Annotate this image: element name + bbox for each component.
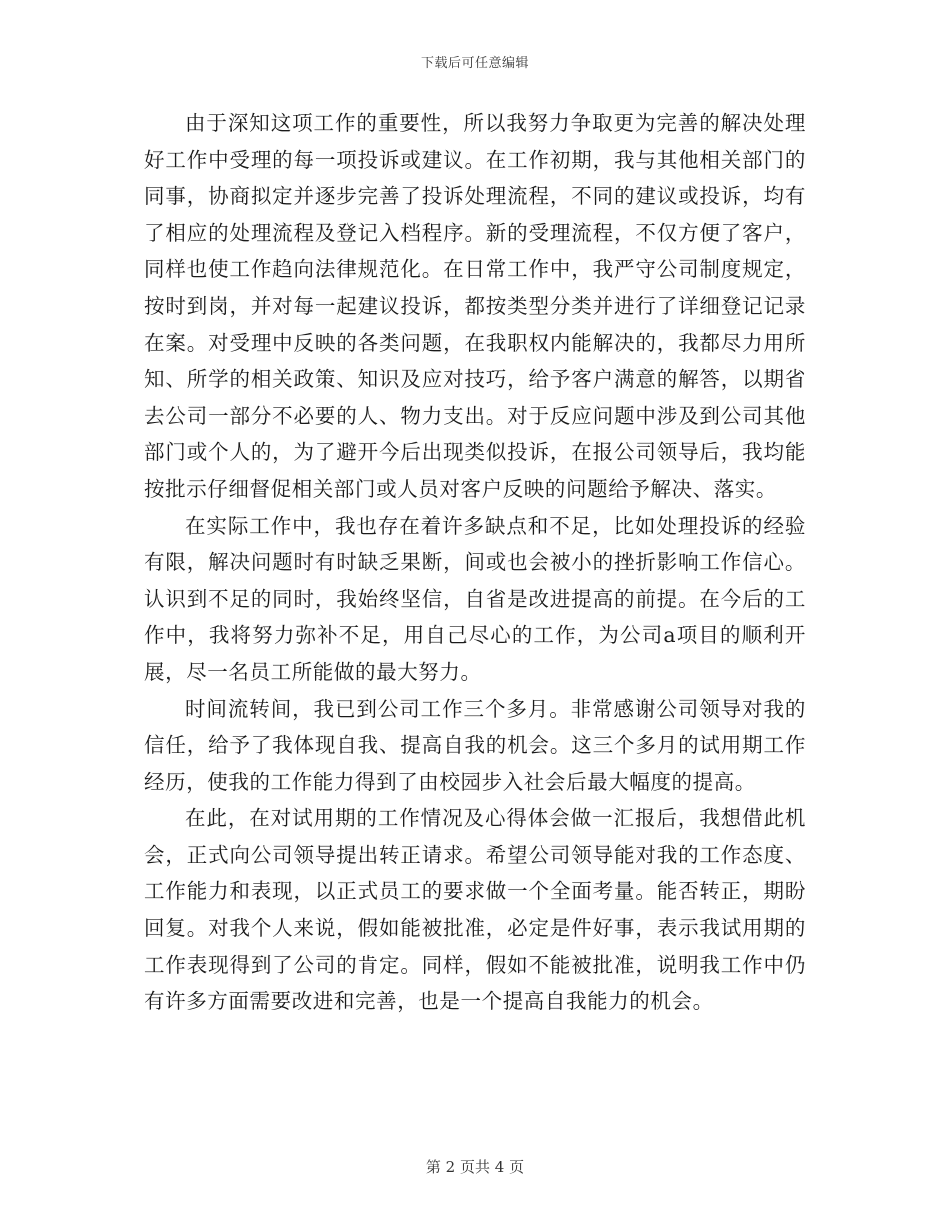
- page-header-note: 下载后可任意编辑: [420, 56, 529, 71]
- paragraph-gratitude: 时间流转间，我已到公司工作三个多月。非常感谢公司领导对我的信任，给予了我体现自我、提高自我的机会。这三个多月的试用期工作经历，使我的工作能力得到了由校园步入社会后最大幅度的提高。: [144, 696, 806, 794]
- page-number: 第 2 页共 4 页: [425, 1158, 525, 1176]
- paragraph-shortcomings: 在实际工作中，我也存在着许多缺点和不足，比如处理投诉的经验有限，解决问题时有时缺乏果断，间或也会被小的挫折影响工作信心。认识到不足的同时，我始终坚信，自省是改进提高的前提。在今后的工作中，我将努力弥补不足，用自己尽心的工作，为公司a项目的顺利开展，尽一名员工所能做的最大努力。: [144, 513, 806, 684]
- paragraph-complaint-handling: 由于深知这项工作的重要性，所以我努力争取更为完善的解决处理好工作中受理的每一项投诉或建议。在工作初期，我与其他相关部门的同事，协商拟定并逐步完善了投诉处理流程，不同的建议或投诉，均有了相应的处理流程及登记入档程序。新的受理流程，不仅方便了客户，同样也使工作趋向法律规范化。在日常工作中，我严守公司制度规定，按时到岗，并对每一起建议投诉，都按类型分类并进行了详细登记记录在案。对受理中反映的各类问题，在我职权内能解决的，我都尽力用所知、所学的相关政策、知识及应对技巧，给予客户满意的解答，以期省去公司一部分不必要的人、物力支出。对于反应问题中涉及到公司其他部门或个人的，为了避开今后出现类似投诉，在报公司领导后，我均能按批示仔细督促相关部门或人员对客户反映的问题给予解决、落实。: [144, 111, 806, 501]
- document-body: [144, 105, 806, 1020]
- paragraph-regularization-request: 在此，在对试用期的工作情况及心得体会做一汇报后，我想借此机会，正式向公司领导提出转正请求。希望公司领导能对我的工作态度、工作能力和表现，以正式员工的要求做一个全面考量。能否转正，期盼回复。对我个人来说，假如能被批准，必定是件好事，表示我试用期的工作表现得到了公司的肯定。同样，假如不能被批准，说明我工作中仍有许多方面需要改进和完善，也是一个提高自我能力的机会。: [144, 806, 806, 1014]
